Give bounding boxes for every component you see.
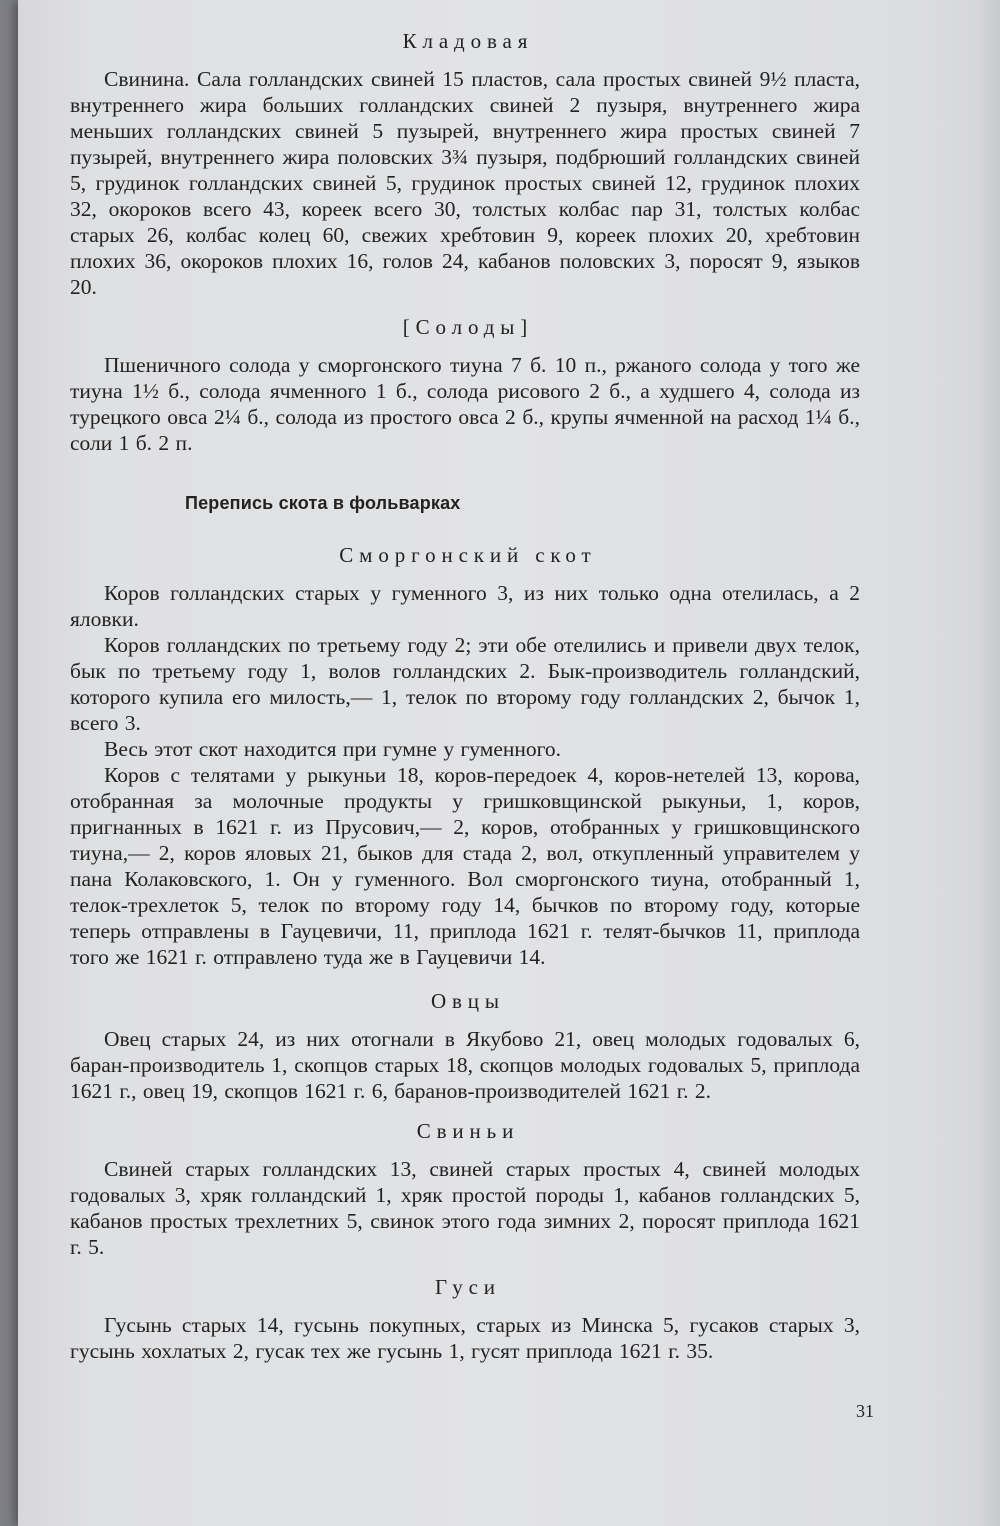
paragraph-cattle-2: Коров голландских по третьему году 2; эти обе отелились и привели двух телок, бык по третьему году 1, волов голландских 2. Бык-производитель голландский, которого купила его милость,— 1, телок по второму году голландских 2, бычок 1, всего 3. [70,633,860,735]
book-page [18,0,1000,1526]
heading-gusi: Гуси [434,1275,501,1299]
page-text [70,28,860,1364]
page-edge-shadow [978,0,1000,1526]
paragraph-sheep: Овец старых 24, из них отогнали в Якубово 21, овец молодых годовалых 6, баран-производитель 1, скопцов старых 18, скопцов молодых годовалых 5, приплода 1621 г., овец 19, скопцов 1621 г. 6, баранов-производителей 1621 г. 2. [70,1027,860,1103]
paragraph-pork: Свинина. Сала голландских свиней 15 пластов, сала простых свиней 9½ пласта, внутреннего жира больших голландских свиней 2 пузыря, внутреннего жира меньших голландских свиней 5 пузырей, внутреннего жира простых свиней 7 пузырей, внутреннего жира половских 3¾ пузыря, подбрюший голландских свиней 5, грудинок голландских свиней 5, грудинок простых свиней 12, грудинок плохих 32, окороков всего 43, кореек всего 30, толстых колбас пар 31, толстых колбас старых 26, колбас колец 60, свежих хребтовин 9, кореек плохих 20, хребтовин плохих 36, окороков плохих 16, голов 24, кабанов половских 3, поросят 9, языков 20. [70,67,860,299]
heading-census: Перепись скота в фольварках [185,493,461,513]
heading-solody: [Солоды] [402,315,534,339]
heading-ovtsy: Овцы [430,989,505,1013]
heading-kladovaya: Кладовая [402,29,534,53]
page-number: 31 [856,1401,874,1421]
heading-svini: Свиньи [416,1119,520,1143]
paragraph-cattle-3: Весь этот скот находится при гумне у гуменного. [104,737,562,761]
paragraph-pigs: Свиней старых голландских 13, свиней старых простых 4, свиней молодых годовалых 3, хряк голландский 1, хряк простой породы 1, кабанов голландских 5, кабанов простых трехлетних 5, свинок этого года зимних 2, поросят приплода 1621 г. 5. [70,1157,860,1259]
heading-smorgon: Сморгонский скот [339,543,597,567]
paragraph-geese: Гусынь старых 14, гусынь покупных, старых из Минска 5, гусаков старых 3, гусынь хохлатых 2, гусак тех же гусынь 1, гусят приплода 1621 г. 35. [70,1313,860,1363]
paragraph-cattle-1: Коров голландских старых у гуменного 3, из них только одна отелилась, а 2 яловки. [70,581,860,631]
paragraph-malt: Пшеничного солода у сморгонского тиуна 7 б. 10 п., ржаного солода у того же тиуна 1½ б., солода ячменного 1 б., солода рисового 2 б., а худшего 4, солода из турецкого овса 2¼ б., солода из простого овса 2 б., крупы ячменной на расход 1¼ б., соли 1 б. 2 п. [70,353,860,455]
paragraph-cattle-4: Коров с телятами у рыкуньи 18, коров-передоек 4, коров-нетелей 13, корова, отобранная за молочные продукты у гришковщинской рыкуньи, 1, коров, пригнанных в 1621 г. из Прусович,— 2, коров, отобранных у гришковщинского тиуна,— 2, коров яловых 21, быков для стада 2, вол, откупленный управителем у пана Колаковского, 1. Он у гуменного. Вол сморгонского тиуна, отобранный 1, телок-трехлеток 5, телок по второму году 14, бычков по второму году, которые теперь отправлены в Гауцевичи, 11, приплода 1621 г. телят-бычков 11, приплода того же 1621 г. отправлено туда же в Гауцевичи 14. [70,763,860,969]
